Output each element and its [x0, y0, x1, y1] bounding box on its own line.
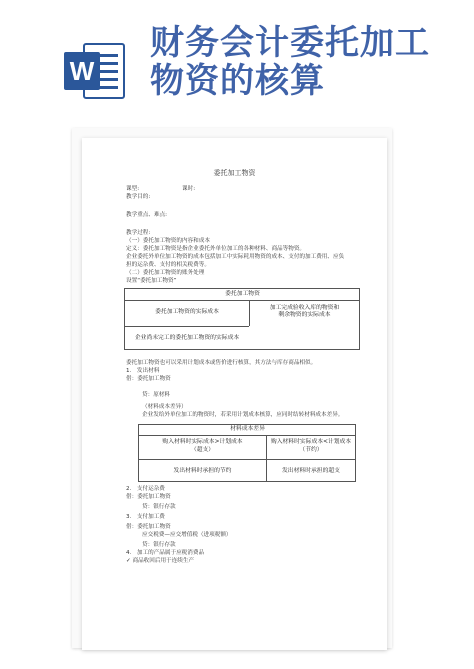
- t-account-2-debit-top-line-1: 购入材料时实际成本>计划成本: [162, 439, 243, 445]
- step-1-debit: 借：委托加工物资: [126, 376, 171, 382]
- t-account-2-header: 材料成本差异: [230, 426, 265, 432]
- banner-title: [150, 24, 450, 100]
- t-account-2-debit-top-line-2: （超支）: [190, 447, 215, 453]
- step-4-sub: [126, 558, 194, 565]
- step-1-credit-note: （材料成本差异）: [142, 404, 187, 410]
- document-page: [82, 138, 387, 650]
- t-account-2-credit-top-line-1: 购入材料时实际成本<计划成本: [270, 439, 352, 445]
- document-title: 委托加工物资: [213, 169, 256, 177]
- t-account-2-credit-bottom: 发出材料时承担的超支: [282, 468, 340, 474]
- t-account-2-debit-bottom: 发出材料时承担的节约: [173, 468, 232, 474]
- checkmark-icon: ✓: [126, 558, 131, 564]
- teaching-goal-label: 教学目的:: [126, 194, 151, 200]
- banner: [0, 0, 474, 120]
- t-account-1-credit-row-1-line-1: 加工完成验收入库的物资和: [269, 305, 340, 311]
- step-4: 4. 加工的产品属于应税消费品: [126, 550, 205, 556]
- t-account-table-2: [138, 424, 356, 482]
- step-1-credit: 贷：原材料: [142, 392, 170, 398]
- cost-text-line-2: 担的运杂费、支付的相关税费等。: [126, 262, 210, 268]
- t-account-2-credit-top-line-2: （节约）: [299, 447, 323, 453]
- step-3: 3. 支付加工费: [126, 514, 165, 520]
- t-account-table-1: [124, 288, 360, 350]
- step-2-debit: 借：委托加工物资: [126, 494, 171, 500]
- section-2-heading: （二）委托加工物资的账务处理: [126, 270, 205, 276]
- step-3-credit: 贷：银行存款: [142, 542, 176, 548]
- step-3-debit: 借：委托加工物资: [126, 524, 171, 530]
- section-1-heading: （一）委托加工物资的内容和成本: [126, 238, 210, 244]
- plan-cost-note: 企业发给外单位加工的物资时，若采用计划成本核算，应同时结转材料成本差异。: [142, 412, 344, 418]
- step-3-tax: 应交税费—应交增值税（进项税额）: [142, 532, 232, 538]
- t-account-1-debit-row-2: 企业尚未完工的委托加工物资的实际成本: [134, 335, 240, 341]
- step-2: 2. 支付运杂费: [126, 486, 165, 492]
- key-points-label: 教学重点、难点:: [126, 212, 168, 218]
- process-label: 教学过程:: [126, 230, 151, 236]
- period-label: 课时:: [182, 186, 196, 192]
- lesson-type-label: 课型:: [126, 186, 140, 192]
- step-1: 1. 发出材料: [126, 368, 160, 374]
- step-4-sub-text: 商品收回后用于连续生产: [132, 558, 195, 564]
- definition-text: 定义：委托加工物资是指企业委托外单位加工的各种材料、商品等物资。: [126, 246, 306, 252]
- t-account-1-header: 委托加工物资: [225, 291, 260, 297]
- step-2-credit: 贷：银行存款: [142, 504, 176, 510]
- t-account-1-debit-row-1: 委托加工物资的实际成本: [155, 309, 219, 315]
- cost-text-line-1: 企业委托外单位加工物资的成本包括加工中实际耗用物资的成本、支付的加工费用、应负: [126, 254, 345, 260]
- banner-title-line-1: 财务会计委托加工: [150, 23, 430, 63]
- word-document-icon: [62, 38, 128, 104]
- banner-title-line-2: 物资的核算: [150, 61, 325, 101]
- set-account-text: 设置“委托加工物资”: [126, 278, 177, 284]
- word-icon-letter: W: [69, 56, 95, 86]
- t-account-1-credit-row-1-line-2: 剩余物资的实际成本: [278, 312, 331, 318]
- note-line: 委托加工物资也可以采用计划成本或售价进行核算，其方法与库存商品相似。: [126, 360, 317, 366]
